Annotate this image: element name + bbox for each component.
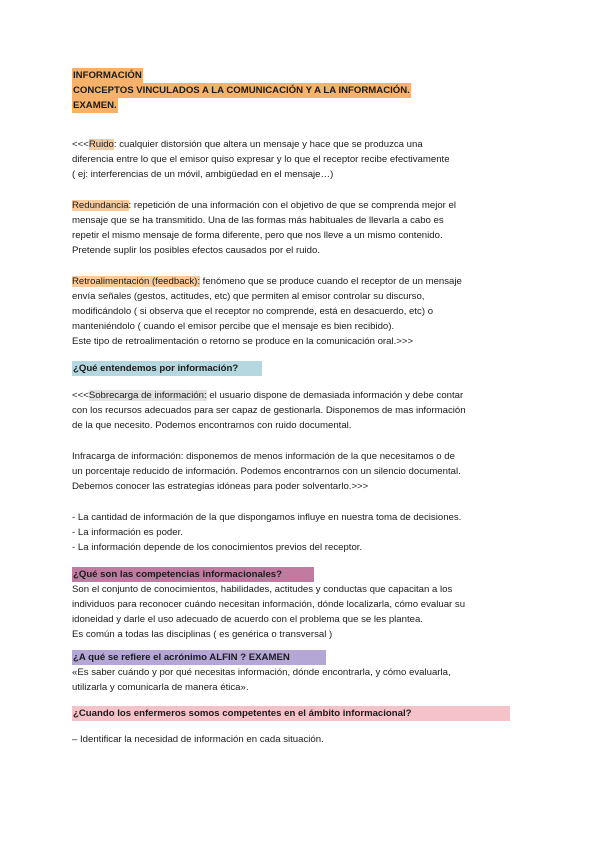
competencias-line-2: individuos para reconocer cuándo necesitan información, dónde localizarla, cómo evaluar su: [72, 599, 466, 610]
ruido-term: Ruido: [88, 139, 114, 150]
list-item: - La información es poder.: [72, 527, 183, 538]
redundancia-paragraph: [72, 198, 532, 258]
bullet-list: [72, 510, 532, 555]
enfermeros-list-item: – Identificar la necesidad de información en cada situación.: [72, 734, 324, 745]
heading-enfermeros: ¿Cuando los enfermeros somos competentes en el ámbito informacional?: [72, 706, 510, 721]
alfin-line-2: utilizarla y comunicarla de manera ética».: [72, 682, 249, 693]
ruido-line-3: ( ej: interferencias de un móvil, ambigüedad en el mensaje…): [72, 169, 334, 180]
document-title: [72, 68, 532, 113]
ruido-line-2: diferencia entre lo que el emisor quiso expresar y lo que el receptor recibe efectivamente: [72, 154, 450, 165]
title-line-1: INFORMACIÓN: [73, 70, 142, 81]
competencias-line-1: Son el conjunto de conocimientos, habilidades, actitudes y conductas que capacitan a los: [72, 584, 453, 595]
retro-line-1: fenómeno que se produce cuando el receptor de un mensaje: [199, 276, 462, 287]
list-item: - La cantidad de información de la que dispongamos influye en nuestra toma de decisiones.: [72, 512, 462, 523]
retro-line-5: Este tipo de retroalimentación o retorno se produce en la comunicación oral.>>>: [72, 336, 414, 347]
title-line-2: CONCEPTOS VINCULADOS A LA COMUNICACIÓN Y A LA INFORMACIÓN.: [73, 85, 410, 96]
sobrecarga-line-1: el usuario dispone de demasiada información y debe contar: [206, 390, 464, 401]
sobrecarga-line-2: con los recursos adecuados para ser capaz de gestionarla. Disponemos de mas información: [72, 405, 466, 416]
ruido-line-1: : cualquier distorsión que altera un mensaje y hace que se produzca una: [113, 139, 423, 150]
retro-line-3: modificándolo ( si observa que el receptor no comprende, está en desacuerdo, etc) o: [72, 306, 434, 317]
sobrecarga-paragraph: [72, 388, 532, 433]
retro-line-4: manteniéndolo ( cuando el emisor percibe que el mensaje es bien recibido).: [72, 321, 395, 332]
title-line-3: EXAMEN.: [73, 100, 117, 111]
alfin-line-1: «Es saber cuándo y por qué necesitas información, dónde encontrarla, y cómo evaluarla,: [72, 667, 451, 678]
sobrecarga-prefix: <<<: [72, 390, 89, 401]
redundancia-line-4: Pretende suplir los posibles efectos causados por el ruido.: [72, 245, 320, 256]
redundancia-line-1: : repetición de una información con el objetivo de que se comprenda mejor el: [128, 200, 456, 211]
heading-competencias: ¿Qué son las competencias informacionales?: [72, 567, 314, 582]
heading-alfin: ¿A qué se refiere el acrónimo ALFIN ? EXAMEN: [72, 650, 326, 665]
redundancia-line-3: repetir el mismo mensaje de forma diferente, pero que nos lleve a un mismo contenido.: [72, 230, 443, 241]
retro-line-2: envía señales (gestos, actitudes, etc) que permiten al emisor controlar su discurso,: [72, 291, 425, 302]
alfin-paragraph: [72, 665, 532, 695]
ruido-paragraph: [72, 137, 532, 182]
infracarga-line-1: Infracarga de información: disponemos de menos información de la que necesitamos o de: [72, 451, 455, 462]
redundancia-line-2: mensaje que se ha transmitido. Una de las formas más habituales de llevarla a cabo es: [72, 215, 444, 226]
infracarga-paragraph: [72, 449, 532, 494]
competencias-line-4: Es común a todas las disciplinas ( es genérica o transversal ): [72, 629, 333, 640]
infracarga-line-3: Debemos conocer las estrategias idóneas para poder solventarlo.>>>: [72, 481, 369, 492]
ruido-prefix: <<<: [72, 139, 89, 150]
retro-term: Retroalimentación (feedback):: [72, 276, 200, 287]
heading-que-es-informacion: ¿Qué entendemos por información?: [72, 361, 262, 376]
list-item: - La información depende de los conocimientos previos del receptor.: [72, 542, 363, 553]
retroalimentacion-paragraph: [72, 274, 532, 349]
sobrecarga-line-3: de la que necesito. Podemos encontrarnos con ruido documental.: [72, 420, 352, 431]
redundancia-term: Redundancia: [72, 200, 129, 211]
infracarga-line-2: un porcentaje reducido de información. Podemos encontrarnos con un silencio documental.: [72, 466, 461, 477]
document-page: [72, 68, 532, 747]
competencias-line-3: idoneidad y darle el uso adecuado de acuerdo con el problema que se les plantea.: [72, 614, 423, 625]
sobrecarga-term: Sobrecarga de información:: [88, 390, 207, 401]
competencias-paragraph: [72, 582, 532, 642]
